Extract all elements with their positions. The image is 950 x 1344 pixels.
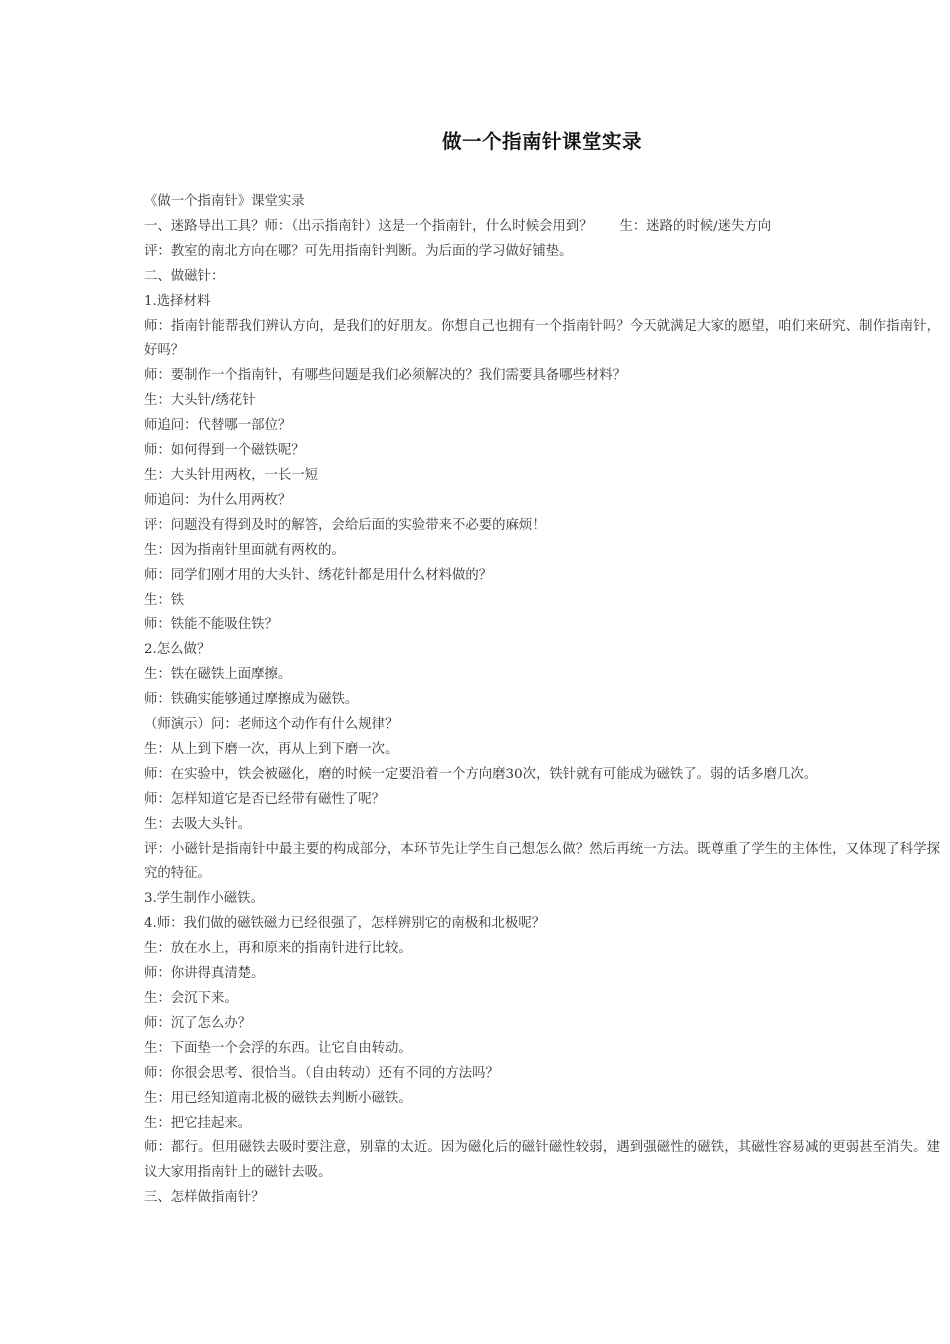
text-line: 师：同学们刚才用的大头针、绣花针都是用什么材料做的？: [144, 567, 493, 583]
text-line: 生：大头针用两枚，一长一短: [144, 467, 319, 483]
text-line: 评：问题没有得到及时的解答，会给后面的实验带来不必要的麻烦！: [144, 517, 546, 533]
text-line: 1.选择材料: [144, 293, 211, 309]
text-line: 师：你讲得真清楚。: [144, 966, 265, 982]
text-line: 生：把它挂起来。: [144, 1115, 252, 1131]
text-line: 生：用已经知道南北极的磁铁去判断小磁铁。: [144, 1090, 412, 1106]
text-line: 三、怎样做指南针？: [144, 1190, 265, 1206]
text-line: 师：铁能不能吸住铁？: [144, 617, 278, 633]
text-line: 《做一个指南针》课堂实录: [144, 194, 305, 209]
document-body: [144, 190, 940, 1211]
text-line: 师：要制作一个指南针，有哪些问题是我们必须解决的？我们需要具备哪些材料？: [144, 368, 627, 384]
text-line: 生：去吸大头针。: [144, 816, 252, 832]
text-line: 生：下面垫一个会浮的东西。让它自由转动。: [144, 1040, 412, 1056]
text-line: 二、做磁针：: [144, 268, 225, 284]
text-line: 生：从上到下磨一次，再从上到下磨一次。: [144, 741, 399, 757]
text-line: 师：铁确实能够通过摩擦成为磁铁。: [144, 692, 359, 708]
text-line: 生：铁在磁铁上面摩擦。: [144, 667, 292, 683]
text-line: 师追问：为什么用两枚？: [144, 492, 292, 508]
text-line: 师：如何得到一个磁铁呢？: [144, 443, 305, 459]
text-line: 评：教室的南北方向在哪？可先用指南针判断。为后面的学习做好铺垫。: [144, 243, 573, 259]
document-title: 做一个指南针课堂实录: [441, 130, 642, 153]
text-line: 2.怎么做？: [144, 642, 211, 658]
text-line: 师追问：代替哪一部位？: [144, 418, 292, 434]
text-line: 师：你很会思考、很恰当。（自由转动）还有不同的方法吗？: [144, 1065, 499, 1081]
text-line: 评：小磁针是指南针中最主要的构成部分，本环节先让学生自己想怎么做？然后再统一方法。既尊重了学生的主体性，又体现了科学探究的特征。: [144, 841, 940, 882]
text-line: 师：在实验中，铁会被磁化，磨的时候一定要沿着一个方向磨30次，铁针就有可能成为磁铁了。弱的话多磨几次。: [144, 766, 818, 782]
text-line: 生：因为指南针里面就有两枚的。: [144, 542, 345, 558]
text-line: 4.师：我们做的磁铁磁力已经很强了，怎样辨别它的南极和北极呢？: [144, 916, 546, 932]
text-line: 生：铁: [144, 592, 185, 608]
text-line: 师：沉了怎么办？: [144, 1015, 252, 1031]
text-line: 师：都行。但用磁铁去吸时要注意，别靠的太近。因为磁化后的磁针磁性较弱，遇到强磁性的磁铁，其磁性容易减的更弱甚至消失。建议大家用指南针上的磁针去吸。: [144, 1140, 940, 1181]
text-line: 3.学生制作小磁铁。: [144, 891, 264, 907]
text-line: （师演示）问：老师这个动作有什么规律？: [144, 717, 399, 733]
text-line: 一、迷路导出工具？师：（出示指南针）这是一个指南针，什么时候会用到？ 生：迷路的时候/迷失方向: [144, 218, 772, 234]
text-line: 师：指南针能帮我们辨认方向，是我们的好朋友。你想自己也拥有一个指南针吗？今天就满足大家的愿望，咱们来研究、制作指南针，好吗？: [144, 318, 940, 359]
text-line: 师：怎样知道它是否已经带有磁性了呢？: [144, 791, 386, 807]
text-line: 生：大头针/绣花针: [144, 393, 256, 409]
text-line: 生：放在水上，再和原来的指南针进行比较。: [144, 941, 412, 957]
text-line: 生：会沉下来。: [144, 991, 238, 1006]
